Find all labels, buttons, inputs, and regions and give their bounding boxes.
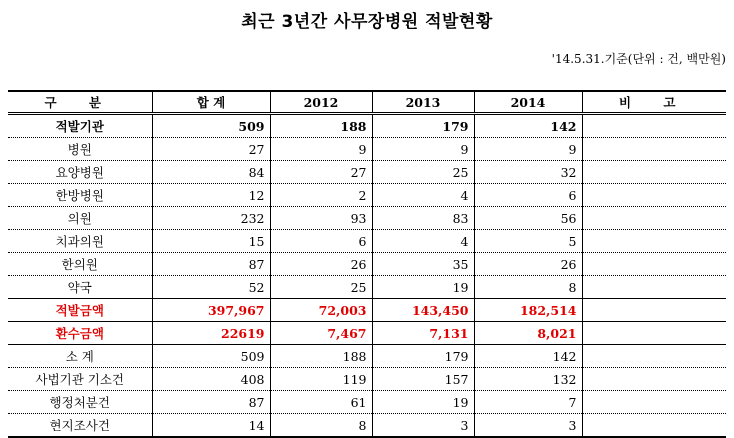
cell-2013: 35 (372, 253, 474, 276)
cell-2014: 6 (474, 184, 582, 207)
row-label: 사법기관 기소건 (8, 368, 152, 391)
table-row (8, 414, 726, 438)
cell-total: 87 (152, 391, 270, 414)
cell-remarks (582, 230, 726, 253)
table-row (8, 276, 726, 299)
cell-total: 12 (152, 184, 270, 207)
cell-2014: 8 (474, 276, 582, 299)
cell-2012: 7,467 (270, 322, 372, 345)
cell-remarks (582, 345, 726, 368)
cell-2014: 182,514 (474, 299, 582, 322)
cell-remarks (582, 114, 726, 138)
row-label: 현지조사건 (8, 414, 152, 438)
cell-2013: 179 (372, 345, 474, 368)
header-total: 합 계 (152, 91, 270, 114)
header-remarks: 비 고 (582, 91, 726, 114)
cell-2013: 9 (372, 138, 474, 161)
cell-remarks (582, 299, 726, 322)
table-row (8, 207, 726, 230)
cell-remarks (582, 391, 726, 414)
cell-2012: 6 (270, 230, 372, 253)
cell-total: 509 (152, 114, 270, 138)
cell-total: 509 (152, 345, 270, 368)
cell-total: 22619 (152, 322, 270, 345)
cell-2014: 7 (474, 391, 582, 414)
table-row (8, 161, 726, 184)
row-label: 환수금액 (8, 322, 152, 345)
cell-2014: 8,021 (474, 322, 582, 345)
header-2012: 2012 (270, 91, 372, 114)
cell-2013: 4 (372, 184, 474, 207)
header-category: 구 분 (8, 91, 152, 114)
cell-total: 14 (152, 414, 270, 438)
cell-2014: 5 (474, 230, 582, 253)
cell-2012: 93 (270, 207, 372, 230)
cell-remarks (582, 207, 726, 230)
table-row (8, 253, 726, 276)
cell-remarks (582, 161, 726, 184)
inspection-table (8, 90, 726, 438)
cell-2013: 7,131 (372, 322, 474, 345)
cell-total: 52 (152, 276, 270, 299)
table-row (8, 184, 726, 207)
table-row (8, 345, 726, 368)
row-label: 행정처분건 (8, 391, 152, 414)
cell-2012: 188 (270, 345, 372, 368)
cell-2013: 4 (372, 230, 474, 253)
cell-total: 27 (152, 138, 270, 161)
table-row (8, 391, 726, 414)
header-2013: 2013 (372, 91, 474, 114)
cell-remarks (582, 138, 726, 161)
table-row (8, 368, 726, 391)
page-title: 최근 3년간 사무장병원 적발현황 (241, 12, 493, 32)
table-row (8, 114, 726, 138)
cell-remarks (582, 368, 726, 391)
row-label: 한방병원 (8, 184, 152, 207)
cell-2014: 142 (474, 114, 582, 138)
row-label: 치과의원 (8, 230, 152, 253)
table-header-row (8, 91, 726, 114)
cell-2013: 143,450 (372, 299, 474, 322)
cell-2014: 9 (474, 138, 582, 161)
table-row (8, 138, 726, 161)
cell-remarks (582, 253, 726, 276)
cell-2012: 2 (270, 184, 372, 207)
row-label: 요양병원 (8, 161, 152, 184)
cell-2012: 9 (270, 138, 372, 161)
cell-remarks (582, 276, 726, 299)
cell-remarks (582, 322, 726, 345)
cell-2012: 26 (270, 253, 372, 276)
cell-2014: 56 (474, 207, 582, 230)
cell-2012: 119 (270, 368, 372, 391)
cell-total: 408 (152, 368, 270, 391)
cell-2012: 27 (270, 161, 372, 184)
table-row (8, 322, 726, 345)
cell-2012: 61 (270, 391, 372, 414)
cell-total: 87 (152, 253, 270, 276)
unit-note: '14.5.31.기준(단위 : 건, 백만원) (551, 52, 726, 66)
cell-2013: 179 (372, 114, 474, 138)
row-label: 의원 (8, 207, 152, 230)
cell-2014: 32 (474, 161, 582, 184)
header-2014: 2014 (474, 91, 582, 114)
cell-remarks (582, 184, 726, 207)
cell-2013: 83 (372, 207, 474, 230)
row-label: 소 계 (8, 345, 152, 368)
cell-2012: 25 (270, 276, 372, 299)
cell-total: 15 (152, 230, 270, 253)
cell-2013: 3 (372, 414, 474, 438)
cell-2013: 157 (372, 368, 474, 391)
table-row (8, 230, 726, 253)
cell-remarks (582, 414, 726, 438)
cell-2013: 19 (372, 391, 474, 414)
cell-2012: 72,003 (270, 299, 372, 322)
row-label: 적발금액 (8, 299, 152, 322)
cell-2014: 132 (474, 368, 582, 391)
cell-total: 232 (152, 207, 270, 230)
cell-2014: 142 (474, 345, 582, 368)
row-label: 약국 (8, 276, 152, 299)
cell-2012: 188 (270, 114, 372, 138)
table-row (8, 299, 726, 322)
cell-2014: 26 (474, 253, 582, 276)
row-label: 병원 (8, 138, 152, 161)
cell-2012: 8 (270, 414, 372, 438)
cell-2013: 19 (372, 276, 474, 299)
row-label: 한의원 (8, 253, 152, 276)
cell-2013: 25 (372, 161, 474, 184)
row-label: 적발기관 (8, 114, 152, 138)
cell-2014: 3 (474, 414, 582, 438)
cell-total: 84 (152, 161, 270, 184)
cell-total: 397,967 (152, 299, 270, 322)
